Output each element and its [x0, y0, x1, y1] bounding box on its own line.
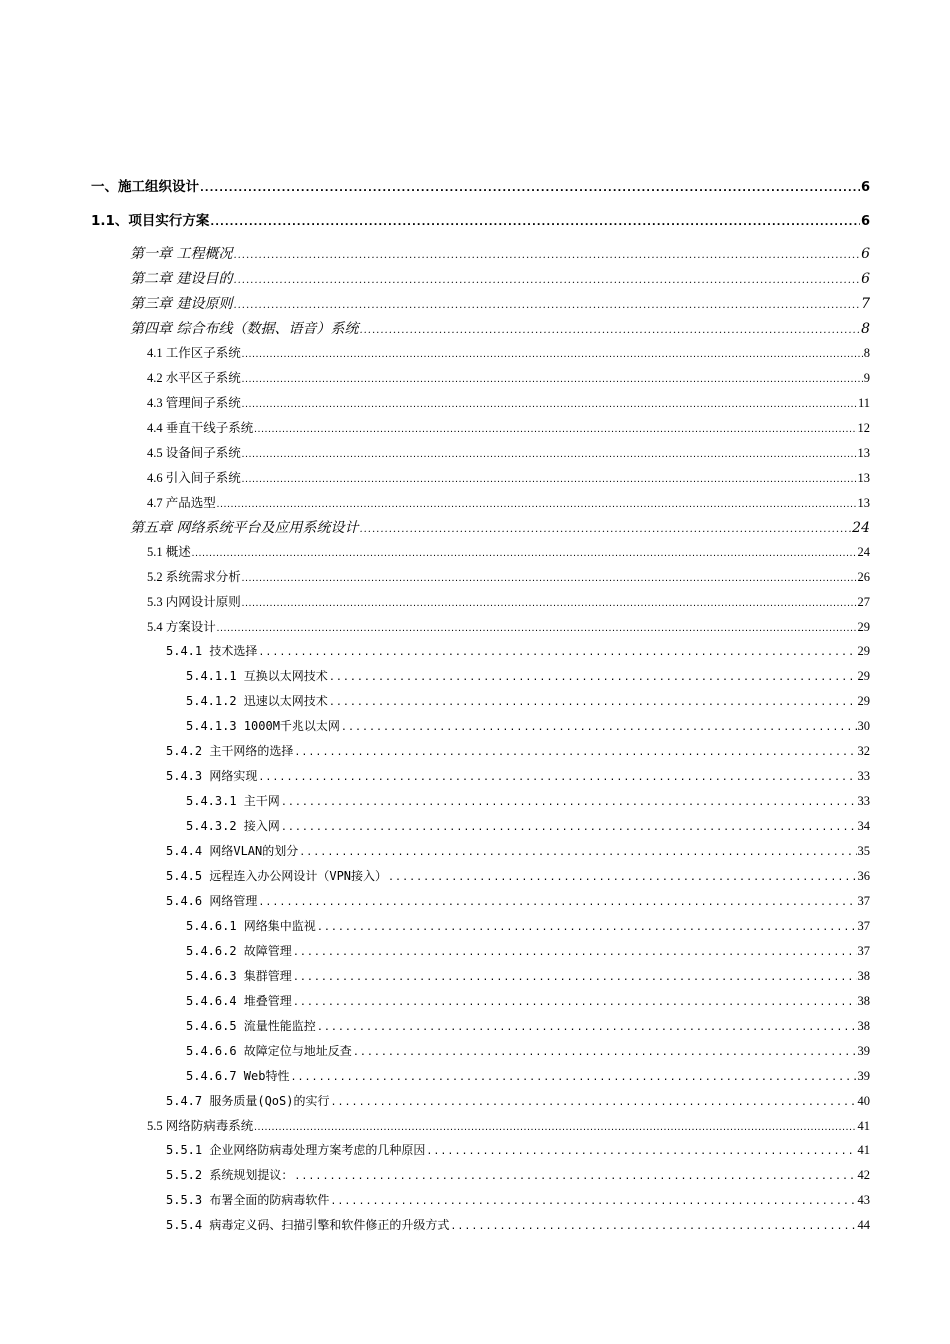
toc-dot-leader — [281, 823, 857, 833]
toc-entry-page-number: 34 — [857, 819, 870, 833]
toc-entry-title: 1.1、项目实行方案 — [91, 213, 210, 229]
toc-entry-title: 5.4.1.1 互换以太网技术 — [186, 669, 328, 683]
toc-dot-leader — [192, 549, 857, 559]
toc-entry-page-number: 11 — [857, 396, 870, 410]
toc-dot-leader — [359, 326, 860, 336]
toc-entry-page-number: 33 — [857, 794, 870, 808]
toc-dot-leader — [359, 525, 851, 535]
toc-entry-title: 5.5.2 系统规划提议： — [166, 1168, 294, 1182]
toc-dot-leader — [233, 251, 860, 261]
toc-dot-leader — [426, 1147, 856, 1157]
toc-entry-page-number: 37 — [857, 919, 870, 933]
toc-dot-leader — [242, 450, 857, 460]
toc-entry[interactable] — [147, 393, 870, 411]
toc-entry-title: 第三章 建设原则 — [130, 296, 233, 312]
toc-entry-page-number: 29 — [857, 669, 870, 683]
toc-entry-page-number: 8 — [861, 321, 870, 337]
toc-entry-page-number: 13 — [857, 446, 870, 460]
toc-entry[interactable] — [166, 1166, 870, 1183]
toc-dot-leader — [281, 798, 857, 808]
toc-entry[interactable] — [186, 817, 870, 834]
toc-entry[interactable] — [147, 493, 870, 511]
toc-entry[interactable] — [186, 667, 870, 684]
toc-entry-title: 5.4.2 主干网络的选择 — [166, 744, 294, 758]
toc-dot-leader — [233, 301, 860, 311]
toc-dot-leader — [254, 1123, 856, 1133]
toc-entry[interactable] — [130, 517, 870, 537]
toc-dot-leader — [293, 973, 857, 983]
toc-entry-title: 5.4.1.3 1000M千兆以太网 — [186, 719, 340, 733]
toc-dot-leader — [200, 184, 860, 194]
toc-dot-leader — [242, 400, 857, 410]
toc-entry[interactable] — [166, 1216, 870, 1233]
toc-dot-leader — [290, 1073, 856, 1083]
toc-entry-page-number: 42 — [857, 1168, 870, 1182]
toc-entry-title: 5.4.5 远程连入办公网设计（VPN接入） — [166, 869, 388, 883]
toc-entry-page-number: 37 — [857, 944, 870, 958]
toc-entry[interactable] — [147, 418, 870, 436]
toc-entry[interactable] — [166, 867, 870, 884]
toc-entry-title: 5.5.1 企业网络防病毒处理方案考虑的几种原因 — [166, 1143, 426, 1157]
toc-entry-page-number: 38 — [857, 994, 870, 1008]
toc-dot-leader — [293, 998, 857, 1008]
toc-entry-page-number: 38 — [857, 1019, 870, 1033]
toc-entry[interactable] — [166, 1141, 870, 1158]
toc-entry-page-number: 24 — [852, 520, 870, 536]
toc-entry[interactable] — [147, 343, 870, 361]
toc-entry[interactable] — [147, 468, 870, 486]
toc-entry-page-number: 29 — [857, 694, 870, 708]
toc-entry-title: 5.3 内网设计原则 — [147, 595, 241, 609]
toc-entry[interactable] — [166, 1092, 870, 1109]
toc-entry[interactable] — [186, 717, 870, 734]
toc-entry-page-number: 38 — [857, 969, 870, 983]
toc-entry-title: 5.4.6.6 故障定位与地址反查 — [186, 1044, 352, 1058]
toc-entry-page-number: 32 — [857, 744, 870, 758]
toc-entry-page-number: 39 — [857, 1044, 870, 1058]
toc-entry-title: 5.5.4 病毒定义码、扫描引擎和软件修正的升级方式 — [166, 1218, 450, 1232]
toc-entry-page-number: 6 — [861, 271, 870, 287]
toc-entry-page-number: 6 — [861, 246, 870, 262]
toc-entry[interactable] — [186, 1042, 870, 1059]
toc-entry-title: 5.4.1 技术选择 — [166, 644, 258, 658]
toc-entry-title: 5.5 网络防病毒系统 — [147, 1119, 254, 1133]
toc-dot-leader — [329, 673, 857, 683]
toc-entry[interactable] — [147, 1116, 870, 1134]
toc-entry-page-number: 37 — [857, 894, 870, 908]
toc-entry-title: 第一章 工程概况 — [130, 246, 233, 262]
toc-entry-title: 5.4.7 服务质量(QoS)的实行 — [166, 1094, 330, 1108]
toc-entry-title: 第二章 建设目的 — [130, 271, 233, 287]
toc-entry-page-number: 26 — [857, 570, 870, 584]
toc-entry-page-number: 24 — [857, 545, 870, 559]
toc-entry-page-number: 8 — [863, 346, 870, 360]
toc-entry-title: 第四章 综合布线（数据、语音）系统 — [130, 321, 359, 337]
toc-dot-leader — [254, 425, 856, 435]
toc-entry[interactable] — [147, 617, 870, 635]
toc-entry[interactable] — [147, 592, 870, 610]
toc-entry[interactable] — [186, 692, 870, 709]
toc-entry-page-number: 12 — [857, 421, 870, 435]
toc-entry[interactable] — [186, 1017, 870, 1034]
toc-entry[interactable] — [186, 942, 870, 959]
toc-entry-page-number: 44 — [857, 1218, 870, 1232]
toc-entry-title: 4.7 产品选型 — [147, 496, 216, 510]
toc-entry-title: 5.4.1.2 迅速以太网技术 — [186, 694, 328, 708]
toc-dot-leader — [353, 1048, 857, 1058]
toc-entry-title: 5.2 系统需求分析 — [147, 570, 241, 584]
toc-entry[interactable] — [166, 767, 870, 784]
toc-entry-title: 5.4.6.5 流量性能监控 — [186, 1019, 316, 1033]
toc-entry[interactable] — [186, 917, 870, 934]
toc-entry-page-number: 6 — [860, 214, 870, 229]
toc-entry[interactable] — [166, 642, 870, 659]
toc-entry[interactable] — [147, 443, 870, 461]
toc-entry[interactable] — [166, 892, 870, 909]
toc-entry[interactable] — [186, 1067, 870, 1084]
toc-entry-title: 5.5.3 布署全面的防病毒软件 — [166, 1193, 330, 1207]
toc-entry-title: 一、施工组织设计 — [91, 179, 199, 195]
toc-dot-leader — [294, 1172, 856, 1182]
toc-entry-page-number: 13 — [857, 471, 870, 485]
toc-dot-leader — [317, 923, 857, 933]
toc-entry-page-number: 30 — [857, 719, 870, 733]
toc-dot-leader — [258, 898, 856, 908]
toc-entry[interactable] — [166, 742, 870, 759]
toc-entry-page-number: 13 — [857, 496, 870, 510]
toc-entry-title: 5.4.3.1 主干网 — [186, 794, 280, 808]
toc-entry-title: 5.1 概述 — [147, 545, 191, 559]
toc-entry-page-number: 7 — [861, 296, 870, 312]
toc-entry[interactable] — [166, 1191, 870, 1208]
toc-entry-page-number: 9 — [863, 371, 870, 385]
toc-entry-page-number: 41 — [857, 1143, 870, 1157]
toc-entry[interactable] — [147, 542, 870, 560]
toc-entry-title: 第五章 网络系统平台及应用系统设计 — [130, 520, 359, 536]
toc-dot-leader — [330, 1098, 856, 1108]
toc-entry-page-number: 43 — [857, 1193, 870, 1207]
toc-entry[interactable] — [186, 792, 870, 809]
toc-entry-title: 4.6 引入间子系统 — [147, 471, 241, 485]
toc-dot-leader — [217, 500, 857, 510]
toc-dot-leader — [217, 624, 857, 634]
toc-entry[interactable] — [91, 175, 870, 195]
toc-dot-leader — [242, 599, 857, 609]
toc-dot-leader — [317, 1023, 857, 1033]
toc-dot-leader — [294, 748, 856, 758]
toc-dot-leader — [233, 276, 860, 286]
toc-entry[interactable] — [166, 842, 870, 859]
toc-dot-leader — [242, 350, 863, 360]
toc-dot-leader — [329, 698, 857, 708]
toc-entry-page-number: 6 — [860, 180, 870, 195]
toc-entry-title: 5.4 方案设计 — [147, 620, 216, 634]
toc-entry-title: 4.3 管理间子系统 — [147, 396, 241, 410]
toc-entry-page-number: 36 — [857, 869, 870, 883]
toc-entry-title: 4.2 水平区子系统 — [147, 371, 241, 385]
toc-entry-page-number: 39 — [857, 1069, 870, 1083]
toc-entry-title: 5.4.3.2 接入网 — [186, 819, 280, 833]
toc-entry-page-number: 29 — [857, 620, 870, 634]
toc-entry-page-number: 33 — [857, 769, 870, 783]
toc-entry-title: 4.4 垂直干线子系统 — [147, 421, 254, 435]
toc-entry[interactable] — [186, 967, 870, 984]
toc-entry[interactable] — [186, 992, 870, 1009]
toc-entry-title: 5.4.6.2 故障管理 — [186, 944, 292, 958]
toc-dot-leader — [242, 375, 863, 385]
toc-entry-title: 5.4.6 网络管理 — [166, 894, 258, 908]
toc-dot-leader — [242, 475, 857, 485]
toc-entry-page-number: 40 — [857, 1094, 870, 1108]
toc-dot-leader — [258, 773, 856, 783]
toc-entry-title: 4.5 设备间子系统 — [147, 446, 241, 460]
toc-entry-page-number: 41 — [857, 1119, 870, 1133]
toc-dot-leader — [210, 218, 860, 228]
toc-entry-page-number: 27 — [857, 595, 870, 609]
toc-entry[interactable] — [147, 567, 870, 585]
toc-entry[interactable] — [91, 209, 870, 229]
toc-entry-title: 5.4.6.1 网络集中监视 — [186, 919, 316, 933]
toc-dot-leader — [242, 574, 857, 584]
toc-dot-leader — [450, 1222, 856, 1232]
toc-entry-title: 4.1 工作区子系统 — [147, 346, 241, 360]
toc-entry-page-number: 29 — [857, 644, 870, 658]
toc-dot-leader — [258, 648, 856, 658]
toc-entry[interactable] — [130, 293, 870, 313]
toc-entry[interactable] — [130, 243, 870, 263]
toc-entry-title: 5.4.6.7 Web特性 — [186, 1069, 290, 1083]
toc-dot-leader — [293, 948, 857, 958]
toc-dot-leader — [330, 1197, 856, 1207]
toc-entry-page-number: 35 — [857, 844, 870, 858]
toc-entry[interactable] — [147, 368, 870, 386]
toc-dot-leader — [299, 848, 856, 858]
toc-dot-leader — [388, 873, 856, 883]
toc-dot-leader — [341, 723, 857, 733]
toc-entry-title: 5.4.6.4 堆叠管理 — [186, 994, 292, 1008]
toc-entry-title: 5.4.3 网络实现 — [166, 769, 258, 783]
toc-entry[interactable] — [130, 318, 870, 338]
toc-entry-title: 5.4.4 网络VLAN的划分 — [166, 844, 299, 858]
toc-entry-title: 5.4.6.3 集群管理 — [186, 969, 292, 983]
toc-entry[interactable] — [130, 268, 870, 288]
